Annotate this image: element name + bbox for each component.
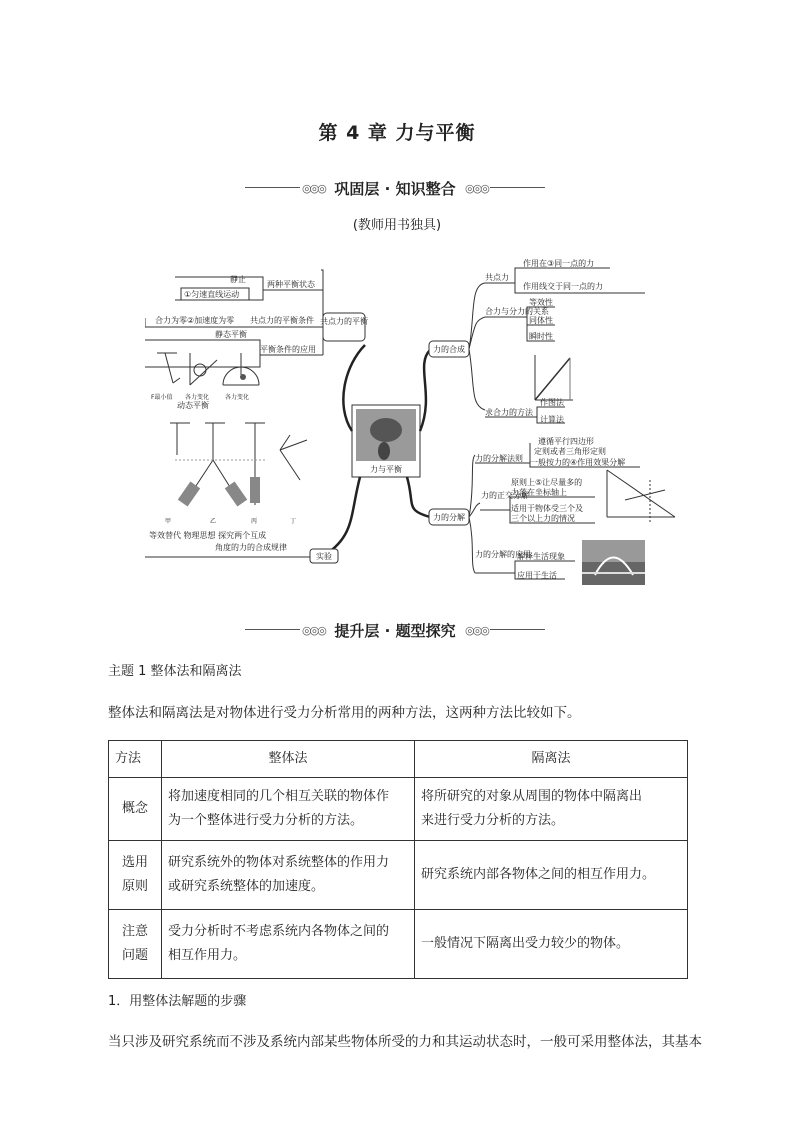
teacher-note: (教师用书独具) (352, 218, 442, 233)
comparison-table (108, 740, 688, 979)
svg-text:瞬时性: 瞬时性 (529, 332, 553, 341)
intro-paragraph: 整体法和隔离法是对物体进行受力分析常用的两种方法，这两种方法比较如下。 (108, 705, 581, 721)
application-label: 平衡条件的应用 (260, 345, 316, 354)
static-eq-label: 静态平衡 (215, 330, 247, 339)
row-label: 选用 原则 (109, 841, 162, 910)
table-row (109, 778, 688, 841)
svg-text:等效性: 等效性 (529, 298, 553, 307)
svg-text:力的分解的应用: 力的分解的应用 (475, 550, 531, 559)
svg-text:力的合成: 力的合成 (433, 345, 465, 354)
cell-whole: 将加速度相同的几个相互关联的物体作 为一个整体进行受力分析的方法。 (162, 778, 415, 841)
svg-text:实验: 实验 (316, 552, 332, 561)
header-whole: 整体法 (162, 741, 415, 778)
svg-text:合力与分力的关系: 合力与分力的关系 (485, 307, 549, 316)
cell-isolate: 研究系统内部各物体之间的相互作用力。 (415, 841, 688, 910)
table-row (109, 910, 688, 979)
svg-text:各力变化: 各力变化 (185, 394, 210, 401)
section-banner-consolidation (245, 176, 545, 200)
svg-text:甲: 甲 (165, 518, 172, 525)
svg-text:一般按力的④作用效果分解: 一般按力的④作用效果分解 (530, 458, 626, 467)
rings-ornament-icon: ◎◎◎ (465, 624, 488, 637)
section-banner-improvement (245, 618, 545, 642)
svg-text:F最小值: F最小值 (151, 394, 173, 401)
banner-label: 巩固层 · 知识整合 (334, 180, 456, 198)
svg-text:力落在坐标轴上: 力落在坐标轴上 (511, 488, 567, 497)
banner-label: 提升层 · 题型探究 (334, 622, 456, 640)
rings-ornament-icon: ◎◎◎ (302, 624, 325, 637)
table-row (109, 841, 688, 910)
two-states-label: 两种平衡状态 (267, 280, 315, 289)
svg-text:适用于物体受三个及: 适用于物体受三个及 (511, 504, 583, 513)
knowledge-mind-map (145, 255, 690, 590)
table-header-row (109, 741, 688, 778)
condition-detail-label: 合力为零②加速度为零 (155, 316, 235, 325)
row-label: 概念 (109, 778, 162, 841)
svg-text:力的分解: 力的分解 (433, 513, 465, 522)
uniform-motion-label: ①匀速直线运动 (184, 290, 240, 299)
step-paragraph: 当只涉及研究系统而不涉及系统内部某些物体所受的力和其运动状态时，一般可采用整体法，其基本 (108, 1034, 702, 1050)
svg-text:丙: 丙 (251, 518, 258, 525)
chapter-title: 第 4 章 力与平衡 (318, 122, 476, 144)
svg-text:丁: 丁 (290, 518, 297, 525)
static-label: 静止 (230, 275, 246, 284)
topic-heading: 主题 1 整体法和隔离法 (108, 664, 242, 679)
svg-text:共点力: 共点力 (485, 273, 509, 282)
svg-text:定则或者三角形定则: 定则或者三角形定则 (534, 447, 606, 456)
node-equilibrium-label: 共点力的平衡 (320, 317, 368, 326)
svg-text:求合力的方法: 求合力的方法 (485, 408, 533, 417)
cell-isolate: 将所研究的对象从周围的物体中隔离出 来进行受力分析的方法。 (415, 778, 688, 841)
exp-method-label: 等效替代 物理思想 探究两个互成 (149, 531, 267, 540)
header-method: 方法 (109, 741, 162, 778)
svg-text:计算法: 计算法 (540, 415, 564, 424)
center-label: 力与平衡 (370, 465, 402, 474)
svg-text:乙: 乙 (210, 518, 217, 525)
svg-text:遵循平行四边形: 遵循平行四边形 (538, 437, 594, 446)
svg-text:应用于生活: 应用于生活 (517, 571, 557, 580)
rings-ornament-icon: ◎◎◎ (465, 182, 488, 195)
condition-label: 共点力的平衡条件 (250, 316, 314, 325)
dynamic-eq-label: 动态平衡 (177, 401, 209, 410)
svg-text:解释生活现象: 解释生活现象 (517, 552, 565, 561)
svg-text:各力变化: 各力变化 (225, 394, 250, 401)
svg-text:原则上⑤让尽量多的: 原则上⑤让尽量多的 (511, 478, 583, 487)
cell-whole: 研究系统外的物体对系统整体的作用力 或研究系统整体的加速度。 (162, 841, 415, 910)
step-heading: 1．用整体法解题的步骤 (108, 994, 247, 1009)
svg-text:力的分解法则: 力的分解法则 (475, 454, 523, 463)
cell-whole: 受力分析时不考虑系统内各物体之间的 相互作用力。 (162, 910, 415, 979)
svg-text:作用在③同一点的力: 作用在③同一点的力 (523, 259, 595, 268)
svg-text:三个以上力的情况: 三个以上力的情况 (511, 514, 575, 523)
svg-text:作图法: 作图法 (540, 398, 564, 407)
svg-text:同体性: 同体性 (529, 316, 553, 325)
svg-text:作用线交于同一点的力: 作用线交于同一点的力 (523, 282, 603, 291)
svg-text:力的正交分解: 力的正交分解 (481, 491, 529, 500)
exp-method-label-2: 角度的力的合成规律 (215, 543, 287, 552)
rings-ornament-icon: ◎◎◎ (302, 182, 325, 195)
cell-isolate: 一般情况下隔离出受力较少的物体。 (415, 910, 688, 979)
header-isolate: 隔离法 (415, 741, 688, 778)
row-label: 注意 问题 (109, 910, 162, 979)
